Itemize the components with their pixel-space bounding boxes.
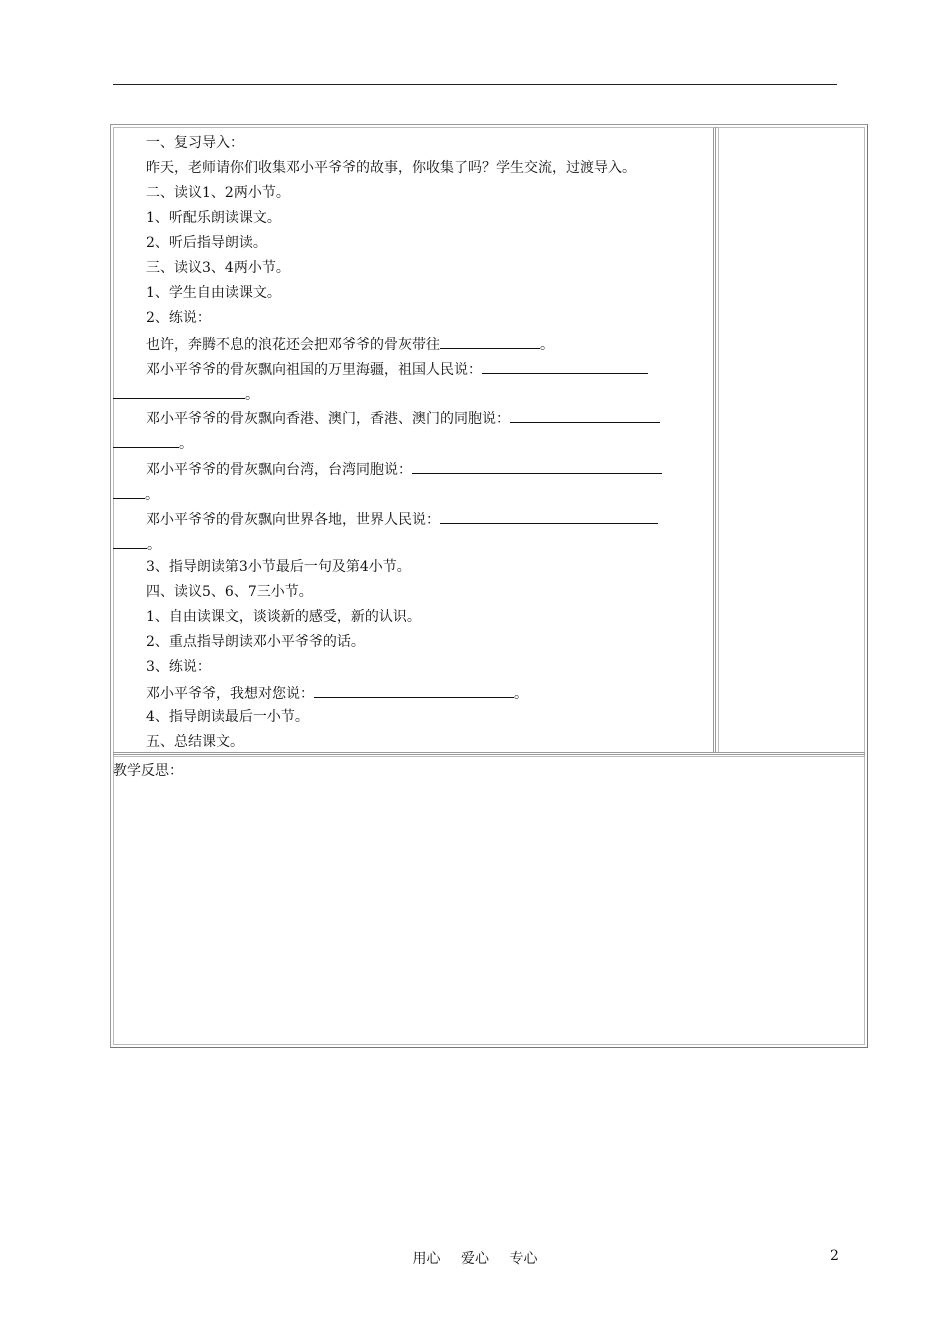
footer-left: 用心 bbox=[412, 1251, 441, 1267]
footer-right: 专心 bbox=[509, 1251, 538, 1267]
answer-blank bbox=[113, 533, 147, 549]
period: 。 bbox=[145, 487, 159, 503]
header-rule bbox=[113, 84, 837, 85]
answer-blank bbox=[440, 508, 658, 524]
part4-step2: 2、重点指导朗读邓小平爷爷的话。 bbox=[146, 634, 365, 650]
practice-line-5-cont bbox=[113, 533, 161, 555]
part3-step1: 1、学生自由读课文。 bbox=[146, 285, 281, 301]
answer-blank bbox=[482, 358, 648, 374]
part4-heading: 四、读议5、6、7三小节。 bbox=[146, 584, 313, 600]
practice-text: 也许，奔腾不息的浪花还会把邓爷爷的骨灰带往 bbox=[146, 337, 440, 353]
practice-line-2-cont bbox=[113, 383, 259, 405]
answer-blank bbox=[113, 432, 179, 448]
review-heading: 一、复习导入： bbox=[146, 135, 244, 151]
practice-text: 邓小平爷爷的骨灰飘向祖国的万里海疆，祖国人民说： bbox=[146, 362, 482, 378]
answer-blank bbox=[412, 458, 662, 474]
practice-line-2 bbox=[146, 358, 648, 380]
answer-blank bbox=[314, 682, 514, 698]
practice-line-1 bbox=[146, 333, 554, 355]
part2-heading: 二、读议1、2两小节。 bbox=[146, 185, 290, 201]
side-notes-cell bbox=[718, 127, 865, 753]
review-text: 昨天，老师请你们收集邓小平爷爷的故事，你收集了吗？学生交流，过渡导入。 bbox=[146, 160, 636, 176]
footer bbox=[0, 1248, 950, 1268]
practice-line-5 bbox=[146, 508, 658, 530]
answer-blank bbox=[440, 333, 540, 349]
part4-step4: 4、指导朗读最后一小节。 bbox=[146, 709, 309, 725]
practice-text: 邓小平爷爷的骨灰飘向世界各地，世界人民说： bbox=[146, 512, 440, 528]
practice-line-3-cont bbox=[113, 432, 193, 454]
period: 。 bbox=[540, 337, 554, 353]
practice-text: 邓小平爷爷的骨灰飘向香港、澳门，香港、澳门的同胞说： bbox=[146, 411, 510, 427]
practice-text: 邓小平爷爷，我想对您说： bbox=[146, 686, 314, 702]
period: 。 bbox=[179, 436, 193, 452]
practice-line-6 bbox=[146, 682, 528, 704]
row-divider bbox=[113, 752, 865, 755]
answer-blank bbox=[113, 483, 145, 499]
part2-step1: 1、听配乐朗读课文。 bbox=[146, 210, 281, 226]
period: 。 bbox=[245, 387, 259, 403]
answer-blank bbox=[113, 383, 245, 399]
reflection-label: 教学反思： bbox=[113, 763, 183, 779]
practice-line-4 bbox=[146, 458, 662, 480]
period: 。 bbox=[514, 686, 528, 702]
part3-step3: 3、指导朗读第3小节最后一句及第4小节。 bbox=[146, 559, 411, 575]
part4-step3: 3、练说： bbox=[146, 659, 211, 675]
reflection-cell bbox=[113, 756, 865, 1045]
footer-middle: 爱心 bbox=[461, 1251, 489, 1267]
practice-line-3 bbox=[146, 407, 660, 429]
period: 。 bbox=[147, 537, 161, 553]
part3-heading: 三、读议3、4两小节。 bbox=[146, 260, 290, 276]
practice-line-4-cont bbox=[113, 483, 159, 505]
part3-step2: 2、练说： bbox=[146, 310, 211, 326]
part2-step2: 2、听后指导朗读。 bbox=[146, 235, 267, 251]
practice-text: 邓小平爷爷的骨灰飘向台湾，台湾同胞说： bbox=[146, 462, 412, 478]
part5-heading: 五、总结课文。 bbox=[146, 734, 244, 750]
page-number: 2 bbox=[830, 1248, 839, 1264]
answer-blank bbox=[510, 407, 660, 423]
part4-step1: 1、自由读课文，谈谈新的感受，新的认识。 bbox=[146, 609, 421, 625]
